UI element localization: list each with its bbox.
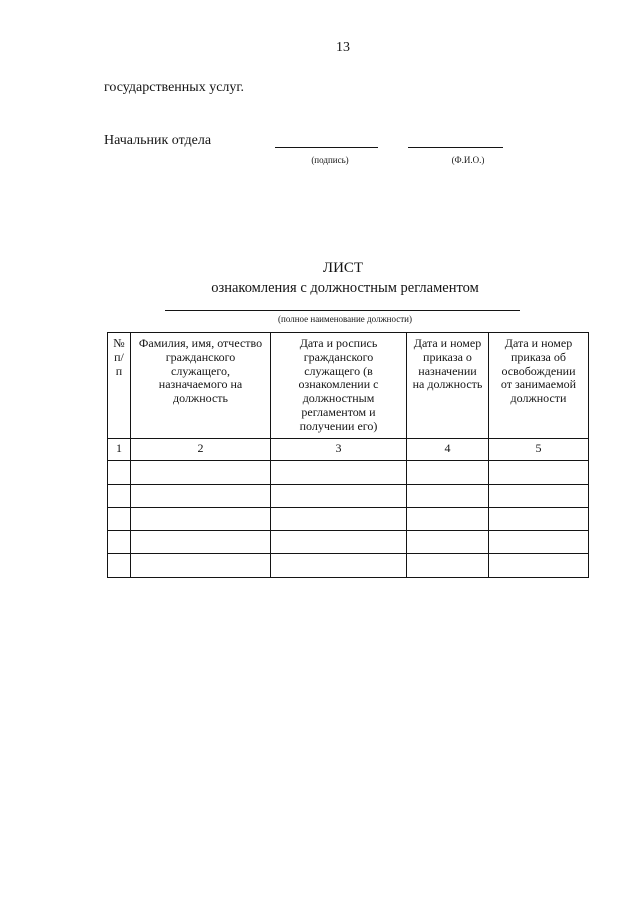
position-label: Начальник отдела xyxy=(104,133,212,148)
table-cell xyxy=(407,485,489,508)
column-number: 2 xyxy=(131,439,271,461)
table-row xyxy=(108,485,589,508)
table-cell xyxy=(489,531,589,554)
table-header-row xyxy=(108,333,589,439)
header-line: Дата и номер xyxy=(413,336,482,350)
header-line: служащего (в xyxy=(304,363,373,378)
continuation-text: государственных услуг. xyxy=(104,80,245,95)
table-cell xyxy=(131,554,271,578)
column-number: 5 xyxy=(489,439,589,461)
header-line: гражданского xyxy=(303,349,374,364)
column-number-row xyxy=(108,439,589,461)
table-cell xyxy=(407,531,489,554)
column-number: 4 xyxy=(407,439,489,461)
header-cell-full-name xyxy=(131,333,271,439)
header-line: приказа об xyxy=(511,349,566,364)
header-line: получении его) xyxy=(299,418,378,433)
table-cell xyxy=(271,508,407,531)
header-cell-date-signature xyxy=(271,333,407,439)
header-line: должности xyxy=(510,391,567,406)
name-line xyxy=(408,147,503,148)
header-line: освобождении xyxy=(501,363,576,378)
page-number: 13 xyxy=(336,40,350,55)
column-number: 1 xyxy=(108,439,131,461)
table-cell xyxy=(131,461,271,485)
table-cell xyxy=(131,531,271,554)
header-line: гражданского xyxy=(165,349,236,364)
acquaintance-table xyxy=(107,332,589,578)
table-cell xyxy=(108,461,131,485)
column-number: 3 xyxy=(271,439,407,461)
header-line: должность xyxy=(173,391,228,406)
table-cell xyxy=(407,554,489,578)
table-cell xyxy=(407,461,489,485)
table-cell xyxy=(108,508,131,531)
header-line: назначении xyxy=(418,363,477,378)
header-line: Дата и номер xyxy=(504,336,573,350)
header-cell-dismissal-order xyxy=(489,333,589,439)
table-row xyxy=(108,461,589,485)
header-line: ознакомлении с xyxy=(298,377,379,392)
table-cell xyxy=(108,485,131,508)
header-line: назначаемого на xyxy=(158,377,243,392)
table-cell xyxy=(489,554,589,578)
position-name-line xyxy=(165,310,520,311)
table-cell xyxy=(271,461,407,485)
sheet-title: ЛИСТ xyxy=(322,260,364,276)
header-line: п xyxy=(115,363,123,378)
table-row xyxy=(108,508,589,531)
table-cell xyxy=(108,531,131,554)
table-row xyxy=(108,531,589,554)
header-line: служащего, xyxy=(171,363,230,378)
table-cell xyxy=(108,554,131,578)
table-cell xyxy=(489,508,589,531)
header-line: п/ xyxy=(114,349,124,364)
table-cell xyxy=(131,508,271,531)
table-row xyxy=(108,554,589,578)
header-line: Фамилия, имя, отчество xyxy=(138,336,263,350)
sheet-subtitle: ознакомления с должностным регламентом xyxy=(211,280,479,296)
table-cell xyxy=(489,485,589,508)
signature-caption: (подпись) xyxy=(311,155,349,165)
table-cell xyxy=(271,531,407,554)
header-line: на должность xyxy=(412,377,483,392)
table-cell xyxy=(131,485,271,508)
header-line: от занимаемой xyxy=(500,377,577,392)
header-line: № xyxy=(113,336,125,350)
table-cell xyxy=(407,508,489,531)
header-line: приказа о xyxy=(423,349,472,364)
table-cell xyxy=(489,461,589,485)
signature-line xyxy=(275,147,378,148)
header-line: должностным xyxy=(302,391,375,406)
header-cell-appointment-order xyxy=(407,333,489,439)
name-caption: (Ф.И.О.) xyxy=(451,155,485,165)
header-line: Дата и роспись xyxy=(299,336,378,350)
header-line: регламентом и xyxy=(301,404,376,419)
table-cell xyxy=(271,554,407,578)
table-cell xyxy=(271,485,407,508)
position-caption: (полное наименование должности) xyxy=(278,314,412,324)
header-cell-number xyxy=(108,333,131,439)
